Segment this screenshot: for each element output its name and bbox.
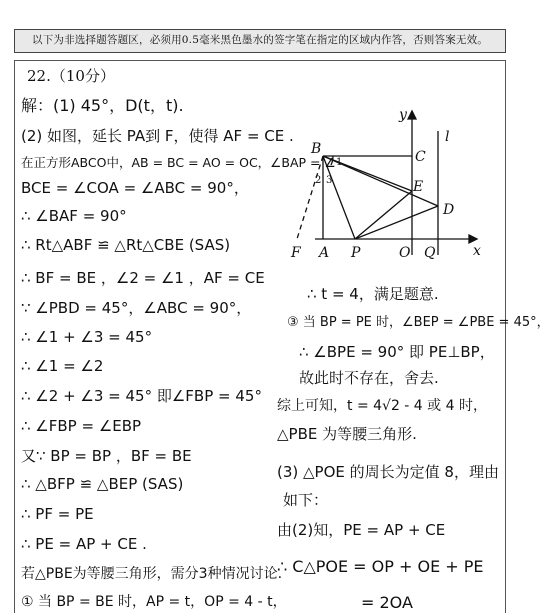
solution-right-8: 如下： (283, 491, 329, 509)
label-P: P (351, 245, 361, 261)
x-axis-arrow (469, 235, 477, 243)
label-x: x (473, 243, 481, 259)
solution-right-6: △PBE 为等腰三角形. (277, 425, 417, 443)
solution-right-4: 故此时不存在，舍去. (299, 369, 439, 387)
answer-area-banner: 以下为非选择题答题区，必须用0.5毫米黑色墨水的签字笔在指定的区域内作答，否则答案无效。 (14, 29, 506, 53)
angle-label-1: 1 (336, 157, 343, 168)
solution-line-16: ∴ PE = AP + CE . (21, 535, 147, 553)
solution-line-1: 解：(1) 45°，D(t，t). (21, 96, 184, 115)
solution-line-14: ∴ △BFP ≌ △BEP (SAS) (21, 475, 184, 493)
segment-BF-dashed (297, 156, 323, 239)
question-number: 22.（10分） (27, 67, 115, 85)
segment-PE (355, 191, 412, 239)
label-B: B (311, 141, 322, 157)
solution-right-1: ∴ t = 4，满足题意. (307, 285, 439, 303)
solution-line-8: ∵ ∠PBD = 45°，∠ABC = 90°， (21, 299, 252, 317)
angle-mark (331, 156, 333, 165)
solution-line-11: ∴ ∠2 + ∠3 = 45° 即∠FBP = 45° (21, 387, 262, 405)
geometry-figure (15, 61, 507, 614)
solution-right-2: ③ 当 BP = PE 时，∠BEP = ∠PBE = 45°， (287, 315, 550, 330)
solution-line-3: 在正方形ABCO中，AB = BC = AO = OC，∠BAP = ∠ (21, 155, 336, 170)
label-E: E (413, 179, 424, 195)
solution-line-18: ① 当 BP = BE 时，AP = t，OP = 4 - t， (21, 594, 287, 610)
solution-line-13: 又∵ BP = BP ，BF = BE (21, 447, 192, 465)
solution-line-15: ∴ PF = PE (21, 505, 94, 523)
label-y: y (399, 107, 407, 123)
solution-line-2: (2) 如图，延长 PA到 F，使得 AF = CE . (21, 127, 294, 145)
solution-line-6: ∴ Rt△ABF ≌ △Rt△CBE (SAS) (21, 236, 231, 254)
solution-line-17: 若△PBE为等腰三角形，需分3种情况讨论. (21, 566, 283, 582)
solution-right-3: ∴ ∠BPE = 90° 即 PE⊥BP， (299, 343, 495, 361)
solution-line-9: ∴ ∠1 + ∠3 = 45° (21, 328, 153, 346)
solution-right-5: 综上可知，t = 4√2 - 4 或 4 时， (277, 398, 487, 414)
answer-sheet (14, 60, 550, 613)
solution-line-10: ∴ ∠1 = ∠2 (21, 357, 104, 375)
y-axis-arrow (408, 111, 416, 119)
label-C: C (415, 149, 426, 165)
label-O: O (399, 245, 411, 261)
solution-right-7: (3) △POE 的周长为定值 8，理由 (277, 463, 499, 481)
solution-line-7: ∴ BF = BE ，∠2 = ∠1 ，AF = CE (21, 269, 265, 287)
label-Q: Q (424, 245, 436, 261)
angle-label-2: 2 (315, 175, 322, 186)
angle-label-3: 3 (326, 175, 333, 186)
solution-right-9: 由(2)知，PE = AP + CE (277, 521, 446, 539)
solution-line-5: ∴ ∠BAF = 90° (21, 207, 127, 225)
label-A: A (319, 245, 330, 261)
label-D: D (443, 202, 455, 218)
segment-PD (355, 206, 438, 239)
label-F: F (291, 245, 301, 261)
solution-line-4: BCE = ∠COA = ∠ABC = 90°， (21, 179, 249, 197)
solution-right-11: = 2OA (361, 593, 413, 612)
solution-right-10: ∴ C△POE = OP + OE + PE (277, 557, 484, 576)
label-l: l (445, 129, 450, 145)
solution-line-12: ∴ ∠FBP = ∠EBP (21, 417, 142, 435)
